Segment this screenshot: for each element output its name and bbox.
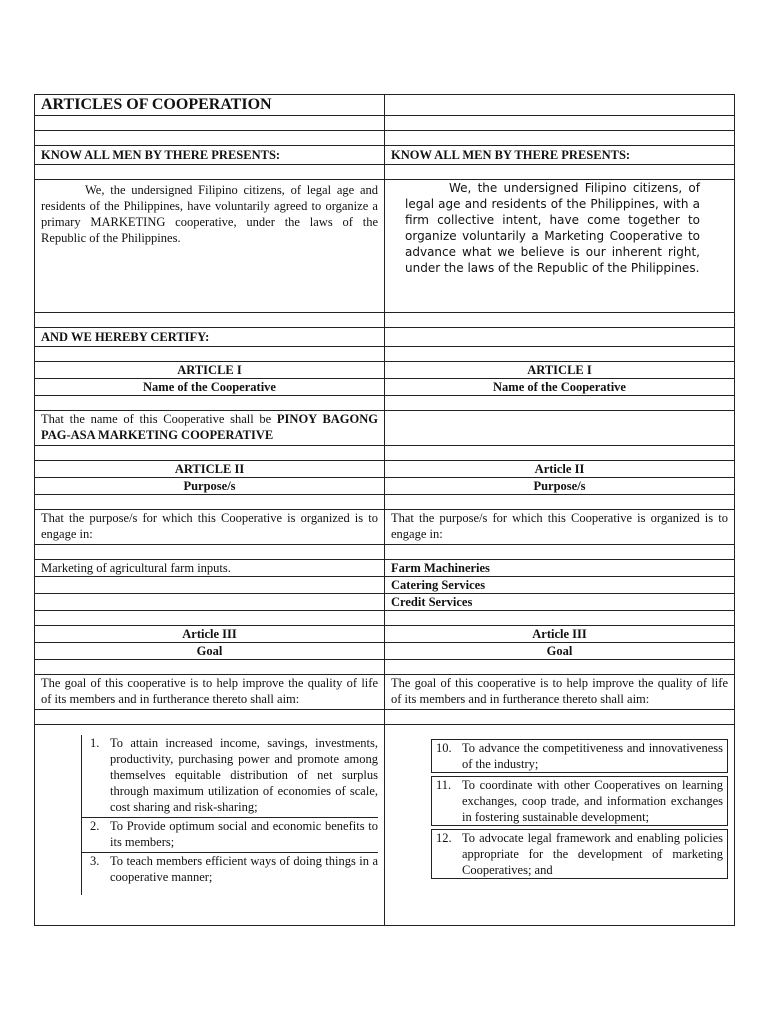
goal-text: To Provide optimum social and economic benefits to its members; bbox=[110, 819, 378, 849]
goal-item bbox=[431, 739, 728, 773]
article-3-title-left: Article III bbox=[35, 626, 385, 643]
goal-number: 11. bbox=[436, 778, 452, 792]
goal-text-right: The goal of this cooperative is to help improve the quality of life of its members and in furtherance thereto shall aim: bbox=[385, 675, 735, 710]
goal-number: 3. bbox=[90, 854, 100, 868]
purpose-item-left: Marketing of agricultural farm inputs. bbox=[35, 560, 385, 577]
articles-table bbox=[34, 94, 735, 926]
article-1-title: ARTICLE I bbox=[177, 363, 242, 377]
article-3-title-right: Article III bbox=[385, 626, 735, 643]
goal-number: 12. bbox=[436, 831, 452, 845]
goal-text: To advance the competitiveness and innovativeness of the industry; bbox=[462, 741, 723, 771]
certify-heading: AND WE HEREBY CERTIFY: bbox=[35, 328, 385, 347]
goal-item bbox=[431, 776, 728, 826]
goal-item bbox=[82, 735, 378, 818]
article-2-subtitle-right: Purpose/s bbox=[385, 478, 735, 495]
article-1-heading-right bbox=[385, 362, 735, 379]
purpose-item-right-3: Credit Services bbox=[385, 594, 735, 611]
intro-paragraph-left: We, the undersigned Filipino citizens, of legal age and residents of the Philippines, have voluntarily agreed to organize a primary MARKETING cooperative, under the laws of the Republic of the Philippines. bbox=[35, 180, 385, 313]
purpose-text-left: That the purpose/s for which this Cooperative is organized is to engage in: bbox=[35, 510, 385, 545]
article-3-subtitle-right: Goal bbox=[385, 643, 735, 660]
goal-text: To coordinate with other Cooperatives on learning exchanges, coop trade, and information exchanges in fostering sustainable development; bbox=[462, 778, 723, 824]
goal-text-left: The goal of this cooperative is to help improve the quality of life of its members and in furtherance thereto shall aim: bbox=[35, 675, 385, 710]
article-1-subtitle-left: Name of the Cooperative bbox=[35, 379, 385, 396]
cooperative-name: PINOY BAGONG PAG-ASA MARKETING COOPERATIVE bbox=[41, 412, 379, 442]
goals-list-right bbox=[431, 739, 728, 879]
intro-paragraph-right: We, the undersigned Filipino citizens, of legal age and residents of the Philippines, with a firm collective intent, have come together to organize voluntarily a Marketing Cooperative to advance what we believe is our inherent right, under the laws of the Republic of the Philippines. bbox=[385, 180, 735, 313]
article-1-title: ARTICLE I bbox=[527, 363, 592, 377]
cooperative-name-prefix: That the name of this Cooperative shall be bbox=[41, 412, 272, 426]
article-2-title-right: Article II bbox=[385, 461, 735, 478]
goal-text: To attain increased income, savings, investments, productivity, purchasing power and promote among themselves equitable distribution of net surplus through maximum utilization of economies of scale, cost sharing and risk-sharing; bbox=[110, 736, 378, 814]
purpose-item-right-2: Catering Services bbox=[385, 577, 735, 594]
goal-item bbox=[82, 818, 378, 853]
goal-number: 2. bbox=[90, 819, 100, 833]
goal-number: 10. bbox=[436, 741, 452, 755]
article-2-title-left: ARTICLE II bbox=[35, 461, 385, 478]
goal-item bbox=[431, 829, 728, 879]
purpose-item-right-1: Farm Machineries bbox=[385, 560, 735, 577]
goal-text: To advocate legal framework and enabling policies appropriate for the development of marketing Cooperatives; and bbox=[462, 831, 723, 877]
article-1-subtitle-right: Name of the Cooperative bbox=[385, 379, 735, 396]
purpose-text-right: That the purpose/s for which this Cooperative is organized is to engage in: bbox=[385, 510, 735, 545]
cooperative-name-left bbox=[35, 411, 385, 446]
article-3-subtitle-left: Goal bbox=[35, 643, 385, 660]
empty-cell bbox=[385, 95, 735, 116]
article-1-heading-left bbox=[35, 362, 385, 379]
know-all-men-left: KNOW ALL MEN BY THERE PRESENTS: bbox=[35, 146, 385, 165]
goals-list-left bbox=[81, 735, 378, 895]
know-all-men-right: KNOW ALL MEN BY THERE PRESENTS: bbox=[385, 146, 735, 165]
goal-item bbox=[82, 853, 378, 895]
goals-list-left-cell bbox=[35, 725, 385, 926]
article-2-subtitle-left: Purpose/s bbox=[35, 478, 385, 495]
document-title: ARTICLES OF COOPERATION bbox=[35, 95, 385, 116]
goals-list-right-cell bbox=[385, 725, 735, 926]
goal-number: 1. bbox=[90, 736, 100, 750]
goal-text: To teach members efficient ways of doing things in a cooperative manner; bbox=[110, 854, 378, 884]
